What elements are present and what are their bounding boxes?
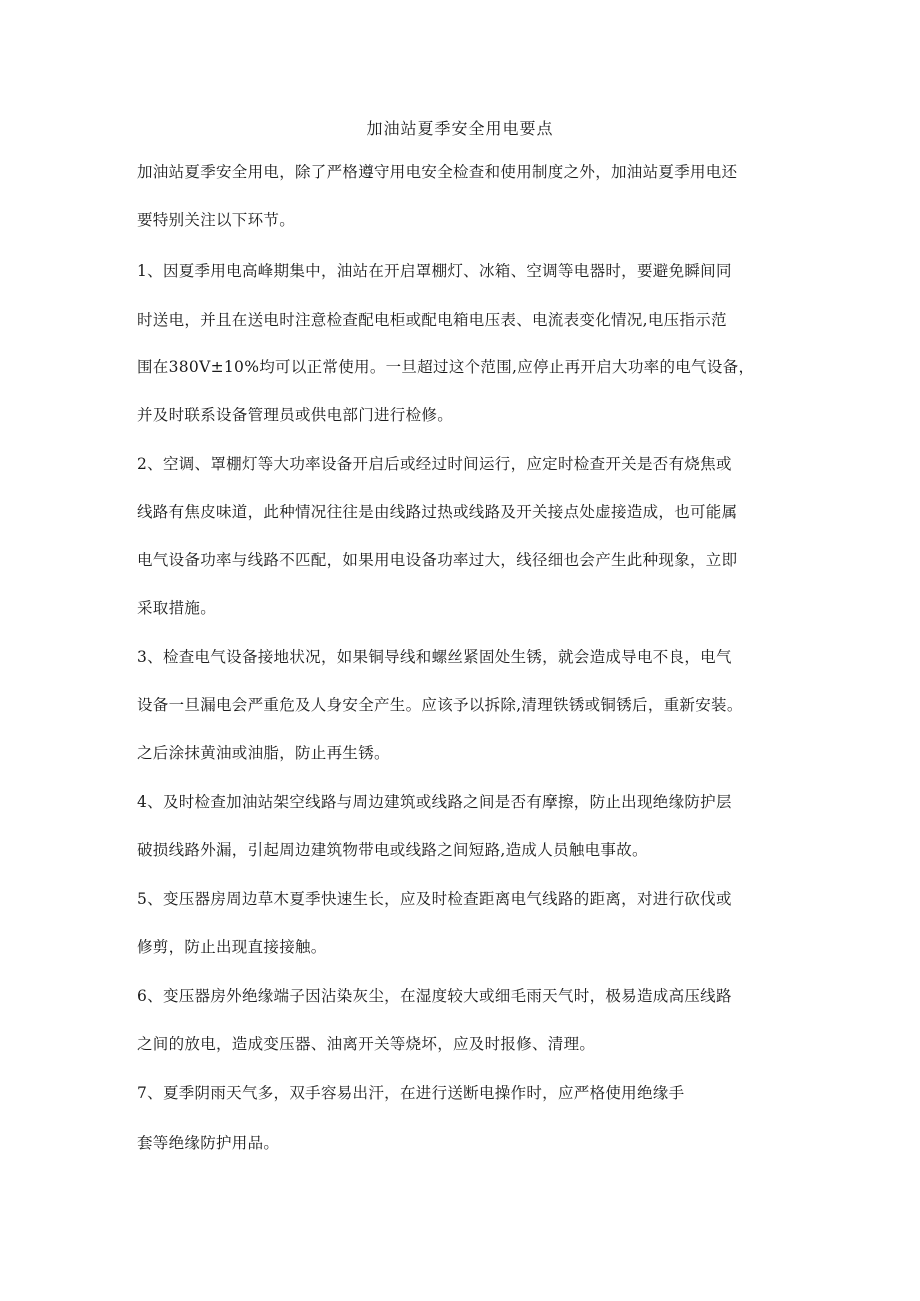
item-2-line-2: 线路有焦皮味道，此种情况往往是由线路过热或线路及开关接点处虚接造成，也可能属	[137, 503, 738, 521]
item-1-line-1: 1、因夏季用电高峰期集中，油站在开启罩棚灯、冰箱、空调等电器时，要避免瞬间同	[137, 262, 732, 280]
item-1-line-4: 并及时联系设备管理员或供电部门进行检修。	[137, 406, 454, 424]
item-1-line-2: 时送电，并且在送电时注意检查配电柜或配电箱电压表、电流表变化情况,电压指示范	[137, 311, 727, 329]
item-5-line-2: 修剪，防止出现直接接触。	[137, 938, 327, 956]
item-4-line-2: 破损线路外漏，引起周边建筑物带电或线路之间短路,造成人员触电事故。	[137, 841, 648, 859]
item-2-line-1: 2、空调、罩棚灯等大功率设备开启后或经过时间运行，应定时检查开关是否有烧焦或	[137, 455, 732, 473]
item-7-line-1: 7、夏季阴雨天气多，双手容易出汗，在进行送断电操作时，应严格使用绝缘手	[137, 1084, 685, 1102]
item-1-line-3: 围在380V±10%均可以正常使用。一旦超过这个范围,应停止再开启大功率的电气设备，	[137, 358, 755, 376]
item-7-line-2: 套等绝缘防护用品。	[137, 1134, 280, 1152]
document-title: 加油站夏季安全用电要点	[366, 119, 554, 138]
item-2-line-3: 电气设备功率与线路不匹配，如果用电设备功率过大，线径细也会产生此种现象，立即	[137, 551, 738, 569]
item-2-line-4: 采取措施。	[137, 599, 217, 617]
item-6-line-1: 6、变压器房外绝缘端子因沾染灰尘，在湿度较大或细毛雨天气时，极易造成高压线路	[137, 987, 732, 1005]
intro-line-1: 加油站夏季安全用电，除了严格遵守用电安全检查和使用制度之外，加油站夏季用电还	[137, 163, 738, 181]
item-3-line-3: 之后涂抹黄油或油脂，防止再生锈。	[137, 744, 390, 762]
item-3-line-1: 3、检查电气设备接地状况，如果铜导线和螺丝紧固处生锈，就会造成导电不良，电气	[137, 648, 732, 666]
item-3-line-2: 设备一旦漏电会严重危及人身安全产生。应该予以拆除,清理铁锈或铜锈后，重新安装。	[137, 696, 743, 714]
item-5-line-1: 5、变压器房周边草木夏季快速生长，应及时检查距离电气线路的距离，对进行砍伐或	[137, 890, 732, 908]
item-4-line-1: 4、及时检查加油站架空线路与周边建筑或线路之间是否有摩擦，防止出现绝缘防护层	[137, 793, 732, 811]
item-6-line-2: 之间的放电，造成变压器、油离开关等烧坏，应及时报修、清理。	[137, 1035, 596, 1053]
intro-line-2: 要特别关注以下环节。	[137, 211, 296, 229]
